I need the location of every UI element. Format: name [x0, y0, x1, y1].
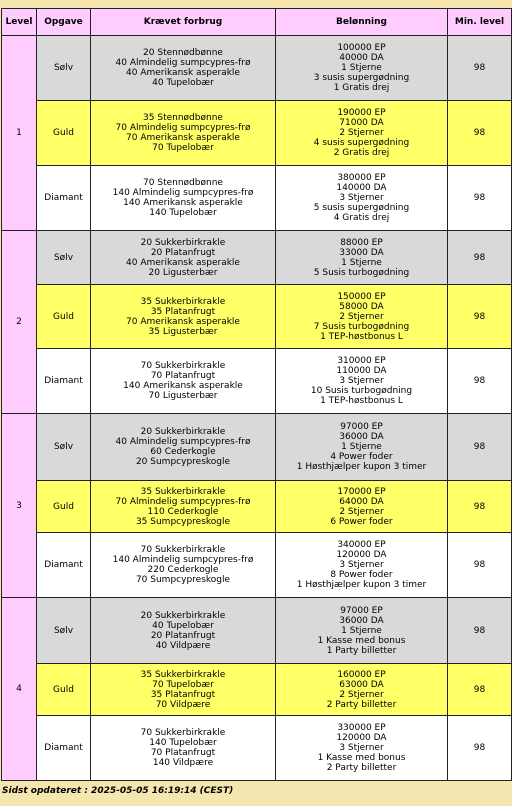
required-item: 35 Sumpcypreskogle — [135, 516, 231, 527]
required-item: 140 Amerikansk asperakle — [123, 198, 243, 208]
reward-item: 4 susis supergødning — [313, 138, 410, 148]
reward-item: 340000 EP — [337, 540, 386, 550]
reward-item: 97000 EP — [340, 605, 383, 616]
reward-item: 1 Kasse med bonus — [317, 753, 406, 763]
min-level: 98 — [448, 664, 512, 716]
min-level: 98 — [448, 101, 512, 166]
reward-items — [276, 533, 448, 598]
reward-item: 1 Stjerne — [341, 442, 382, 452]
reward-item: 100000 EP — [337, 43, 386, 53]
header-task: Opgave — [37, 9, 91, 36]
header-row — [2, 9, 512, 36]
rewards-table — [1, 8, 512, 781]
required-item: 70 Tupelobær — [152, 143, 214, 153]
required-item: 20 Sukkerbirkrakle — [140, 610, 226, 621]
required-item: 35 Platanfrugt — [150, 306, 216, 317]
required-item: 70 Platanfrugt — [150, 371, 216, 381]
required-item: 70 Sukkerbirkrakle — [140, 728, 226, 738]
reward-item: 1 Gratis drej — [333, 83, 390, 93]
reward-items — [276, 414, 448, 481]
task-row — [2, 36, 512, 101]
reward-item: 58000 DA — [339, 301, 384, 312]
task-row — [2, 414, 512, 481]
reward-item: 5 Susis turbogødning — [313, 267, 410, 278]
reward-item: 97000 EP — [340, 422, 383, 432]
reward-item: 1 Stjerne — [341, 625, 382, 636]
reward-item: 2 Stjerner — [339, 506, 384, 517]
task-row — [2, 664, 512, 716]
required-items — [91, 231, 276, 285]
task-type: Diamant — [37, 533, 91, 598]
reward-item: 2 Stjerner — [339, 689, 384, 700]
required-item: 20 Ligusterbær — [148, 267, 218, 278]
task-row — [2, 285, 512, 349]
required-item: 20 Platanfrugt — [150, 247, 216, 258]
required-items — [91, 36, 276, 101]
min-level: 98 — [448, 285, 512, 349]
task-row — [2, 101, 512, 166]
required-items — [91, 598, 276, 664]
reward-item: 2 Party billetter — [326, 699, 397, 710]
reward-items — [276, 231, 448, 285]
level-cell: 1 — [2, 36, 37, 231]
required-items — [91, 664, 276, 716]
reward-item: 150000 EP — [337, 291, 386, 302]
reward-item: 6 Power foder — [330, 516, 393, 527]
required-item: 40 Vildpære — [155, 640, 211, 651]
reward-item: 330000 EP — [337, 723, 386, 733]
task-row — [2, 533, 512, 598]
reward-item: 33000 DA — [339, 247, 384, 258]
reward-items — [276, 285, 448, 349]
required-item: 70 Sukkerbirkrakle — [140, 361, 226, 371]
reward-item: 63000 DA — [339, 679, 384, 690]
reward-item: 1 Kasse med bonus — [317, 635, 406, 646]
reward-item: 3 Stjerner — [339, 376, 384, 386]
header-level: Level — [2, 9, 37, 36]
reward-item: 110000 DA — [336, 366, 387, 376]
reward-item: 7 Susis turbogødning — [313, 321, 410, 332]
required-item: 70 Sukkerbirkrakle — [140, 545, 226, 555]
reward-item: 1 Stjerne — [341, 257, 382, 268]
reward-items — [276, 101, 448, 166]
reward-item: 1 Høsthjælper kupon 3 timer — [296, 462, 427, 472]
reward-items — [276, 664, 448, 716]
reward-item: 3 Stjerner — [339, 743, 384, 753]
reward-item: 160000 EP — [337, 669, 386, 680]
min-level: 98 — [448, 349, 512, 414]
reward-item: 1 Stjerne — [341, 63, 382, 73]
required-items — [91, 166, 276, 231]
required-item: 140 Almindelig sumpcypres-frø — [112, 555, 254, 565]
reward-item: 2 Party billetter — [326, 763, 397, 773]
level-cell: 3 — [2, 414, 37, 598]
required-item: 40 Tupelobær — [152, 78, 214, 88]
min-level: 98 — [448, 716, 512, 781]
reward-item: 3 susis supergødning — [313, 73, 410, 83]
level-cell: 4 — [2, 598, 37, 781]
reward-item: 40000 DA — [339, 53, 384, 63]
task-row — [2, 598, 512, 664]
reward-item: 71000 DA — [339, 118, 384, 128]
reward-item: 1 Party billetter — [326, 645, 397, 656]
required-item: 40 Tupelobær — [152, 620, 214, 631]
reward-item: 4 Gratis drej — [333, 213, 390, 223]
header-reward: Belønning — [276, 9, 448, 36]
reward-item: 88000 EP — [340, 237, 383, 248]
required-item: 40 Amerikansk asperakle — [126, 257, 240, 268]
min-level: 98 — [448, 481, 512, 533]
required-item: 20 Sumpcypreskogle — [135, 457, 231, 467]
required-item: 40 Almindelig sumpcypres-frø — [115, 58, 251, 68]
task-type: Guld — [37, 481, 91, 533]
task-type: Sølv — [37, 414, 91, 481]
required-item: 70 Vildpære — [155, 699, 211, 710]
reward-item: 4 Power foder — [330, 452, 393, 462]
reward-item: 120000 DA — [336, 550, 387, 560]
min-level: 98 — [448, 166, 512, 231]
task-type: Diamant — [37, 349, 91, 414]
required-items — [91, 349, 276, 414]
required-items — [91, 414, 276, 481]
min-level: 98 — [448, 36, 512, 101]
required-items — [91, 285, 276, 349]
reward-items — [276, 481, 448, 533]
required-item: 140 Tupelobær — [149, 738, 217, 748]
reward-item: 10 Susis turbogødning — [310, 386, 413, 396]
required-item: 70 Sumpcypreskogle — [135, 575, 231, 585]
required-item: 35 Sukkerbirkrakle — [140, 669, 226, 680]
required-item: 70 Tupelobær — [152, 679, 214, 690]
reward-item: 170000 EP — [337, 486, 386, 497]
required-item: 20 Sukkerbirkrakle — [140, 237, 226, 248]
header-required: Krævet forbrug — [91, 9, 276, 36]
required-item: 20 Platanfrugt — [150, 630, 216, 641]
reward-item: 3 Stjerner — [339, 193, 384, 203]
required-item: 35 Sukkerbirkrakle — [140, 296, 226, 307]
reward-items — [276, 716, 448, 781]
required-item: 60 Cederkogle — [150, 447, 216, 457]
task-type: Guld — [37, 664, 91, 716]
task-type: Guld — [37, 285, 91, 349]
task-type: Sølv — [37, 231, 91, 285]
required-item: 140 Amerikansk asperakle — [123, 381, 243, 391]
reward-item: 310000 EP — [337, 356, 386, 366]
reward-item: 1 TEP-høstbonus L — [320, 396, 403, 406]
required-item: 70 Ligusterbær — [148, 391, 218, 401]
required-item: 70 Stennødbønne — [143, 178, 223, 188]
task-row — [2, 716, 512, 781]
task-row — [2, 349, 512, 414]
task-row — [2, 231, 512, 285]
required-item: 220 Cederkogle — [147, 565, 219, 575]
reward-item: 64000 DA — [339, 496, 384, 507]
required-item: 140 Vildpære — [152, 758, 214, 768]
min-level: 98 — [448, 533, 512, 598]
min-level: 98 — [448, 598, 512, 664]
task-type: Sølv — [37, 36, 91, 101]
required-item: 35 Sukkerbirkrakle — [140, 486, 226, 497]
min-level: 98 — [448, 231, 512, 285]
reward-item: 190000 EP — [337, 108, 386, 118]
reward-items — [276, 166, 448, 231]
reward-item: 36000 DA — [339, 615, 384, 626]
reward-item: 2 Stjerner — [339, 128, 384, 138]
required-item: 40 Almindelig sumpcypres-frø — [115, 437, 251, 447]
task-type: Diamant — [37, 166, 91, 231]
required-item: 70 Amerikansk asperakle — [126, 133, 240, 143]
reward-item: 380000 EP — [337, 173, 386, 183]
reward-items — [276, 36, 448, 101]
reward-item: 5 susis supergødning — [313, 203, 410, 213]
required-item: 70 Amerikansk asperakle — [126, 316, 240, 327]
reward-item: 2 Stjerner — [339, 311, 384, 322]
reward-items — [276, 598, 448, 664]
required-item: 35 Platanfrugt — [150, 689, 216, 700]
required-item: 70 Platanfrugt — [150, 748, 216, 758]
required-item: 35 Ligusterbær — [148, 326, 218, 337]
reward-item: 1 Høsthjælper kupon 3 timer — [296, 580, 427, 590]
required-item: 140 Tupelobær — [149, 208, 217, 218]
level-cell: 2 — [2, 231, 37, 414]
required-items — [91, 101, 276, 166]
min-level: 98 — [448, 414, 512, 481]
reward-items — [276, 349, 448, 414]
reward-item: 8 Power foder — [330, 570, 393, 580]
required-item: 35 Stennødbønne — [143, 113, 223, 123]
task-type: Guld — [37, 101, 91, 166]
required-item: 40 Amerikansk asperakle — [126, 68, 240, 78]
required-item: 20 Sukkerbirkrakle — [140, 427, 226, 437]
required-item: 20 Stennødbønne — [143, 48, 223, 58]
required-items — [91, 716, 276, 781]
reward-item: 1 TEP-høstbonus L — [320, 331, 403, 342]
required-items — [91, 533, 276, 598]
reward-item: 2 Gratis drej — [333, 148, 390, 158]
task-row — [2, 481, 512, 533]
reward-item: 140000 DA — [336, 183, 387, 193]
last-updated: Sidst opdateret : 2025-05-05 16:19:14 (CEST) — [2, 786, 234, 796]
reward-item: 36000 DA — [339, 432, 384, 442]
required-item: 70 Almindelig sumpcypres-frø — [115, 496, 251, 507]
reward-item: 120000 DA — [336, 733, 387, 743]
task-type: Diamant — [37, 716, 91, 781]
required-item: 140 Almindelig sumpcypres-frø — [112, 188, 254, 198]
task-row — [2, 166, 512, 231]
required-items — [91, 481, 276, 533]
required-item: 110 Cederkogle — [147, 506, 219, 517]
task-type: Sølv — [37, 598, 91, 664]
required-item: 70 Almindelig sumpcypres-frø — [115, 123, 251, 133]
header-min-level: Min. level — [448, 9, 512, 36]
reward-item: 3 Stjerner — [339, 560, 384, 570]
